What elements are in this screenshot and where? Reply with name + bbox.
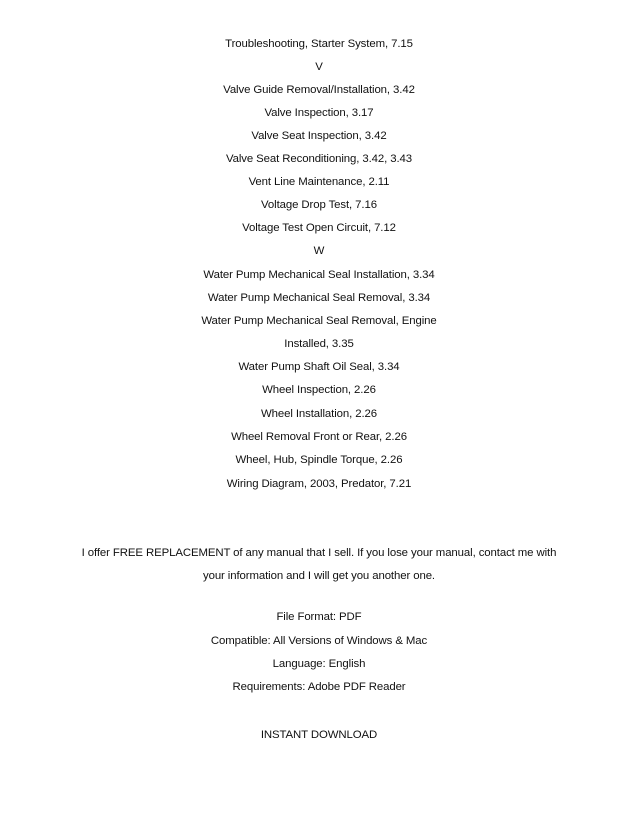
instant-download-text: INSTANT DOWNLOAD [260, 729, 378, 741]
language-text: Language: English [272, 658, 366, 670]
index-entry: Valve Guide Removal/Installation, 3.42 [223, 84, 415, 96]
index-entry: Valve Inspection, 3.17 [264, 107, 374, 119]
requirements-text: Requirements: Adobe PDF Reader [232, 681, 406, 693]
index-entry: Voltage Drop Test, 7.16 [261, 199, 377, 211]
index-entry: Wheel Inspection, 2.26 [262, 384, 376, 396]
index-entry: Vent Line Maintenance, 2.11 [248, 176, 390, 188]
index-entry: Water Pump Shaft Oil Seal, 3.34 [238, 361, 400, 373]
index-entry: Wheel, Hub, Spindle Torque, 2.26 [235, 454, 403, 466]
index-entry: Wheel Removal Front or Rear, 2.26 [231, 431, 407, 443]
index-letter-heading: W [313, 245, 325, 257]
compatibility-text: Compatible: All Versions of Windows & Mac [210, 635, 428, 647]
file-format-text: File Format: PDF [276, 611, 362, 623]
index-entry: Installed, 3.35 [284, 338, 354, 350]
index-entry: Wheel Installation, 2.26 [260, 408, 377, 420]
index-entry: Water Pump Mechanical Seal Removal, Engine [201, 315, 437, 327]
index-entry: Troubleshooting, Starter System, 7.15 [225, 38, 413, 50]
index-entry: Voltage Test Open Circuit, 7.12 [242, 222, 396, 234]
index-letter-heading: V [315, 61, 323, 73]
index-entry: Water Pump Mechanical Seal Installation, 3.34 [203, 269, 435, 281]
index-entry: Water Pump Mechanical Seal Removal, 3.34 [207, 292, 431, 304]
replacement-offer-text: I offer FREE REPLACEMENT of any manual that I sell. If you lose your manual, contact me with your information and I will get you another one. [81, 547, 557, 582]
index-entry: Wiring Diagram, 2003, Predator, 7.21 [226, 478, 412, 490]
index-entry: Valve Seat Inspection, 3.42 [251, 130, 387, 142]
index-entry: Valve Seat Reconditioning, 3.42, 3.43 [225, 153, 413, 165]
